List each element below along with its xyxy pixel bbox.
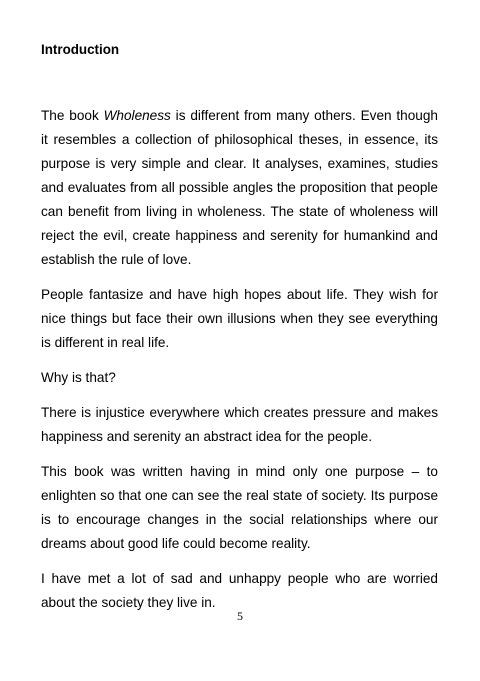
paragraph-6: I have met a lot of sad and unhappy people who are worried about the society they live in. — [41, 571, 438, 610]
paragraph-1-start: The book — [41, 108, 104, 123]
paragraph-4: There is injustice everywhere which creates pressure and makes happiness and serenity an abstract idea for the people. — [41, 405, 438, 444]
page-number: 5 — [237, 609, 243, 623]
body-text — [41, 104, 438, 615]
paragraph-1-rest: is different from many others. Even though it resembles a collection of philosophical theses, in essence, its purpose is very simple and clear. It analyses, examines, studies and evaluates from all possible angles the proposition that people can benefit from living in wholeness. The state of wholeness will reject the evil, create happiness and serenity for humankind and establish the rule of love. — [41, 108, 438, 267]
paragraph-3: Why is that? — [41, 370, 116, 385]
paragraph-1 — [41, 104, 438, 272]
book-title-emphasis: Wholeness — [103, 108, 171, 123]
section-heading: Introduction — [41, 42, 120, 57]
paragraph-5: This book was written having in mind only one purpose – to enlighten so that one can see the real state of society. Its purpose is to encourage changes in the social relationships where our dreams about good life could become reality. — [41, 464, 438, 551]
paragraph-2: People fantasize and have high hopes about life. They wish for nice things but face their own illusions when they see everything is different in real life. — [41, 287, 438, 350]
